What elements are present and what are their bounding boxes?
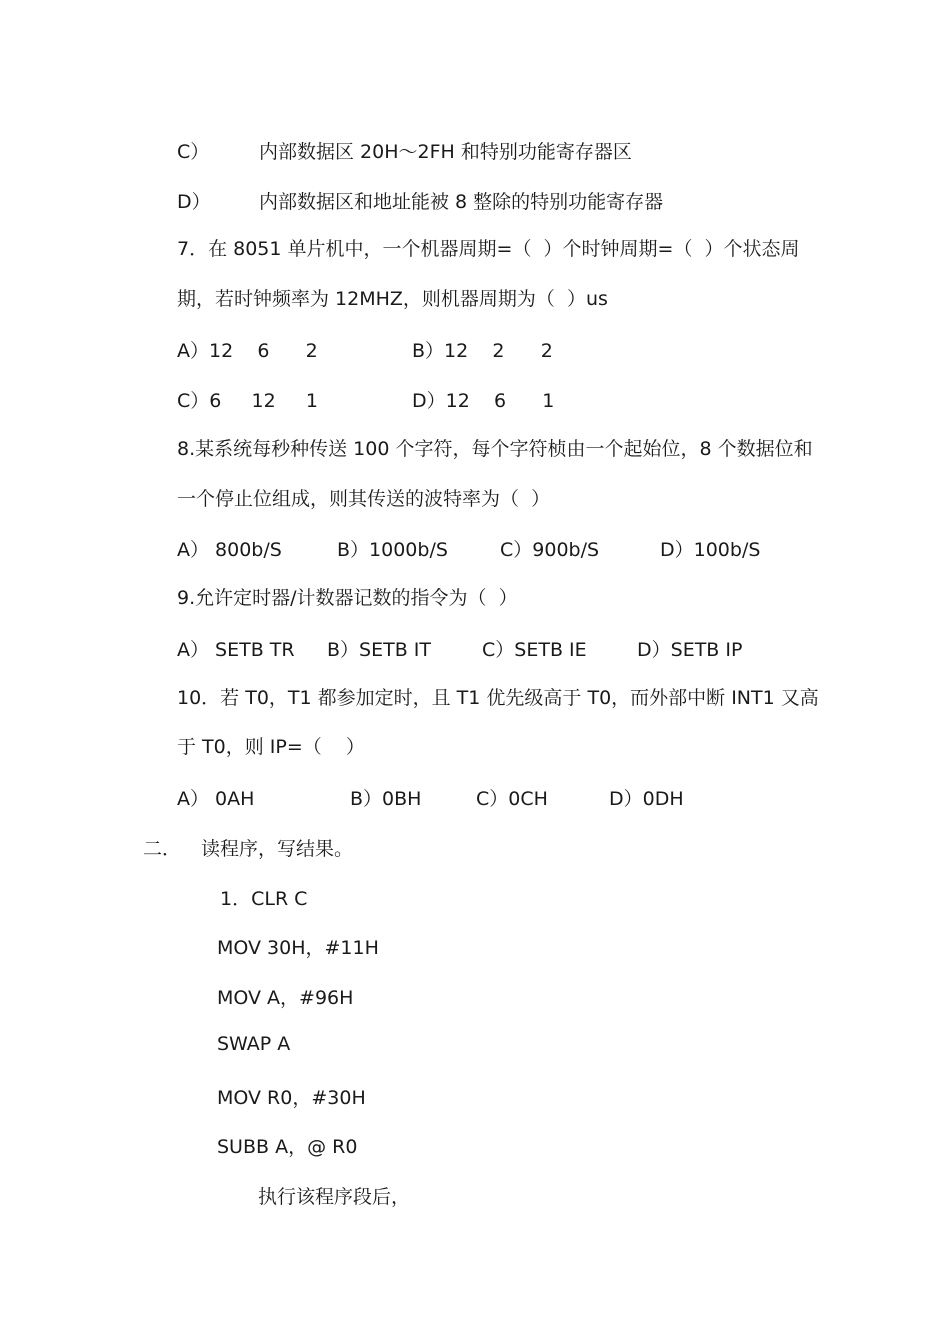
program-line-2: MOV 30H，#11H xyxy=(217,937,379,959)
program-line-6: SUBB A，@ R0 xyxy=(217,1136,358,1158)
q8-option-b: B）1000b/S xyxy=(337,539,448,561)
section-title: 读程序，写结果。 xyxy=(201,838,354,860)
q10-option-b: B）0BH xyxy=(350,788,422,810)
program-line-3: MOV A，#96H xyxy=(217,987,354,1009)
q9-option-a: A） SETB TR xyxy=(177,639,295,661)
q10-stem-line1: 10．若 T0，T1 都参加定时，且 T1 优先级高于 T0，而外部中断 INT1 又高 xyxy=(177,687,819,709)
q7-stem-line1: 7．在 8051 单片机中，一个机器周期=（ ）个时钟周期=（ ）个状态周 xyxy=(177,238,800,260)
q6-option-d-label: D） xyxy=(177,191,211,213)
program-after-text: 执行该程序段后， xyxy=(258,1186,411,1208)
q9-stem: 9.允许定时器/计数器记数的指令为（ ） xyxy=(177,587,518,609)
q9-option-c: C）SETB IE xyxy=(482,639,587,661)
q6-option-d-text: 内部数据区和地址能被 8 整除的特别功能寄存器 xyxy=(259,191,664,213)
program-line-1: 1．CLR C xyxy=(220,888,308,910)
q7-option-a: A）12 6 2 xyxy=(177,340,318,362)
q9-option-b: B）SETB IT xyxy=(327,639,431,661)
q8-option-a: A） 800b/S xyxy=(177,539,282,561)
q8-stem-line1: 8.某系统每秒种传送 100 个字符，每个字符桢由一个起始位，8 个数据位和 xyxy=(177,438,813,460)
q8-option-d: D）100b/S xyxy=(660,539,761,561)
q7-option-b: B）12 2 2 xyxy=(412,340,553,362)
q8-stem-line2: 一个停止位组成，则其传送的波特率为（ ） xyxy=(177,488,551,510)
program-line-5: MOV R0，#30H xyxy=(217,1087,366,1109)
q10-stem-line2: 于 T0，则 IP=（ ） xyxy=(177,736,365,758)
q7-option-d: D）12 6 1 xyxy=(412,390,555,412)
q9-option-d: D）SETB IP xyxy=(637,639,743,661)
q8-option-c: C）900b/S xyxy=(500,539,600,561)
q7-stem-line2: 期，若时钟频率为 12MHZ，则机器周期为（ ）us xyxy=(177,288,608,310)
q10-option-c: C）0CH xyxy=(476,788,548,810)
q7-option-c: C）6 12 1 xyxy=(177,390,319,412)
q10-option-d: D）0DH xyxy=(609,788,684,810)
section-number: 二． xyxy=(143,838,182,860)
q6-option-c-label: C） xyxy=(177,141,210,163)
program-line-4: SWAP A xyxy=(217,1033,291,1055)
q10-option-a: A） 0AH xyxy=(177,788,255,810)
q6-option-c-text: 内部数据区 20H～2FH 和特别功能寄存器区 xyxy=(259,141,632,163)
